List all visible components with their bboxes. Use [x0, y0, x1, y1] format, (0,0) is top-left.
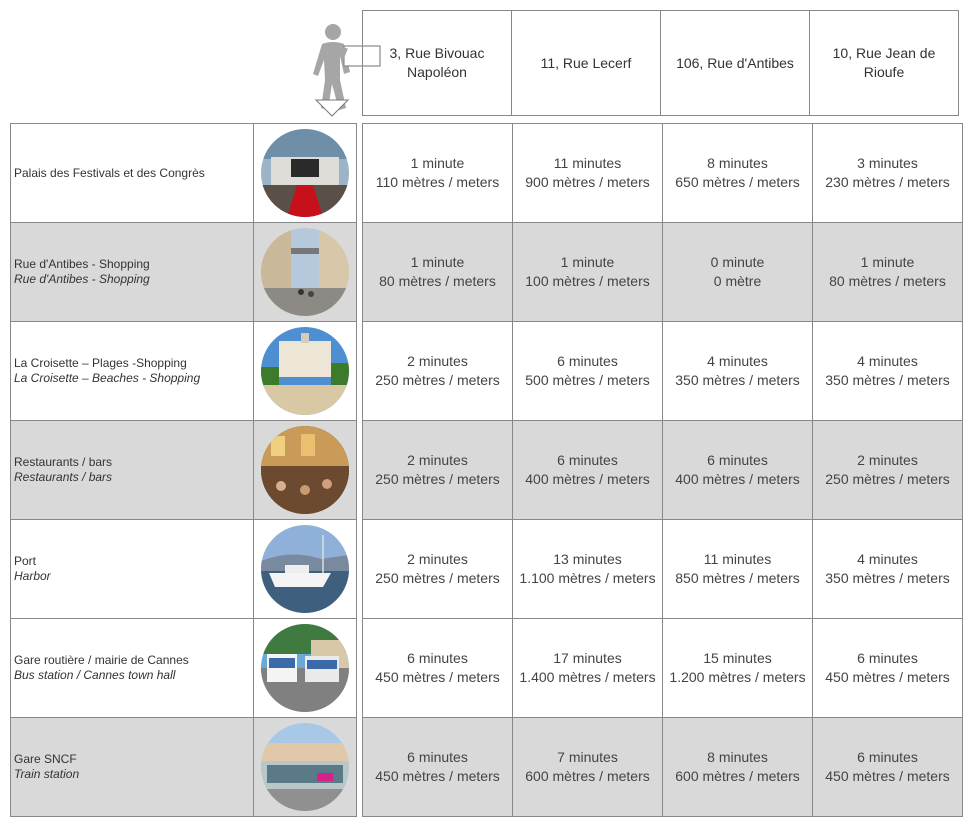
distance-row — [363, 124, 963, 223]
distance-cell — [363, 124, 513, 223]
distance-row — [363, 421, 963, 520]
walk-distance: 450 mètres / meters — [825, 768, 950, 784]
distance-cell — [363, 223, 513, 322]
address-header-table — [362, 10, 959, 116]
walk-distance: 250 mètres / meters — [375, 471, 500, 487]
distance-cell — [513, 124, 663, 223]
walk-distance: 650 mètres / meters — [675, 174, 800, 190]
place-name-en: Rue d'Antibes - Shopping — [14, 272, 150, 286]
address-header: 10, Rue Jean de Rioufe — [810, 11, 959, 116]
place-name-cell — [11, 421, 254, 520]
walk-distance: 80 mètres / meters — [829, 273, 946, 289]
walk-time: 6 minutes — [707, 452, 768, 468]
distance-cell — [513, 322, 663, 421]
distances-table — [362, 123, 963, 817]
place-name-fr: Gare routière / mairie de Cannes — [14, 653, 189, 667]
distance-cell — [513, 421, 663, 520]
walk-time: 7 minutes — [557, 749, 618, 765]
place-row — [11, 520, 357, 619]
walk-time: 0 minute — [710, 254, 765, 270]
walk-time: 11 minutes — [703, 551, 772, 567]
walk-time: 6 minutes — [857, 650, 918, 666]
train-station-photo-icon — [261, 723, 349, 811]
walk-time: 15 minutes — [703, 650, 772, 666]
walk-time: 2 minutes — [857, 452, 918, 468]
place-photo-cell — [254, 520, 357, 619]
place-photo-cell — [254, 718, 357, 817]
walk-distance: 450 mètres / meters — [375, 669, 500, 685]
place-row — [11, 619, 357, 718]
distance-cell — [363, 718, 513, 817]
walk-distance: 600 mètres / meters — [675, 768, 800, 784]
distance-cell — [813, 322, 963, 421]
place-name-cell — [11, 520, 254, 619]
walk-time: 4 minutes — [857, 551, 918, 567]
palais-photo-icon — [261, 129, 349, 217]
distance-row — [363, 520, 963, 619]
place-photo-cell — [254, 124, 357, 223]
distance-cell — [513, 223, 663, 322]
distance-row — [363, 718, 963, 817]
walk-distance: 0 mètre — [713, 273, 762, 289]
walk-distance: 100 mètres / meters — [525, 273, 650, 289]
distance-row — [363, 322, 963, 421]
place-photo-cell — [254, 619, 357, 718]
place-name-fr: Port — [14, 554, 37, 568]
walk-time: 2 minutes — [407, 551, 468, 567]
distance-cell — [363, 619, 513, 718]
places-table — [10, 123, 357, 817]
distance-cell — [663, 421, 813, 520]
distance-cell — [813, 421, 963, 520]
walk-distance: 400 mètres / meters — [525, 471, 650, 487]
place-name-fr: La Croisette – Plages -Shopping — [14, 356, 187, 370]
place-name-cell — [11, 223, 254, 322]
distance-cell — [513, 718, 663, 817]
walk-time: 4 minutes — [857, 353, 918, 369]
walk-distance: 500 mètres / meters — [525, 372, 650, 388]
walk-distance: 250 mètres / meters — [825, 471, 950, 487]
shopping-street-photo-icon — [261, 228, 349, 316]
walk-time: 1 minute — [860, 254, 915, 270]
walk-distance: 250 mètres / meters — [375, 570, 500, 586]
walk-distance: 80 mètres / meters — [379, 273, 496, 289]
walk-time: 17 minutes — [553, 650, 622, 666]
walk-time: 6 minutes — [857, 749, 918, 765]
distance-cell — [663, 619, 813, 718]
walk-distance: 600 mètres / meters — [525, 768, 650, 784]
walk-time: 8 minutes — [707, 749, 768, 765]
walk-distance: 250 mètres / meters — [375, 372, 500, 388]
place-name-fr: Palais des Festivals et des Congrès — [14, 165, 205, 180]
walk-distance: 400 mètres / meters — [675, 471, 800, 487]
distance-cell — [663, 223, 813, 322]
place-name-en: Harbor — [14, 569, 51, 583]
place-name-cell — [11, 718, 254, 817]
place-name-en: La Croisette – Beaches - Shopping — [14, 371, 201, 385]
walk-distance: 350 mètres / meters — [825, 372, 950, 388]
walk-time: 1 minute — [410, 254, 465, 270]
distance-cell — [363, 421, 513, 520]
walk-distance: 1.200 mètres / meters — [669, 669, 806, 685]
walk-time: 8 minutes — [707, 155, 768, 171]
place-row — [11, 421, 357, 520]
walk-distance: 450 mètres / meters — [375, 768, 500, 784]
place-row — [11, 124, 357, 223]
address-header: 106, Rue d'Antibes — [661, 11, 810, 116]
place-name-en: Bus station / Cannes town hall — [14, 668, 176, 682]
walk-time: 1 minute — [560, 254, 615, 270]
walk-time: 2 minutes — [407, 353, 468, 369]
walk-time: 11 minutes — [553, 155, 622, 171]
place-row — [11, 223, 357, 322]
place-name-en: Train station — [14, 767, 80, 781]
place-name-fr: Rue d'Antibes - Shopping — [14, 257, 150, 271]
distance-cell — [363, 322, 513, 421]
distance-cell — [813, 124, 963, 223]
address-header: 11, Rue Lecerf — [512, 11, 661, 116]
walk-time: 13 minutes — [553, 551, 622, 567]
walk-time: 2 minutes — [407, 452, 468, 468]
walk-time: 3 minutes — [857, 155, 918, 171]
walk-distance: 230 mètres / meters — [825, 174, 950, 190]
distance-cell — [663, 124, 813, 223]
walk-distance: 1.100 mètres / meters — [519, 570, 656, 586]
distance-cell — [363, 520, 513, 619]
walk-time: 6 minutes — [407, 749, 468, 765]
distance-cell — [813, 718, 963, 817]
place-photo-cell — [254, 223, 357, 322]
distance-row — [363, 619, 963, 718]
distance-cell — [813, 223, 963, 322]
walk-distance: 350 mètres / meters — [825, 570, 950, 586]
address-header: 3, Rue Bivouac Napoléon — [363, 11, 512, 116]
distance-cell — [663, 322, 813, 421]
walk-time: 6 minutes — [557, 353, 618, 369]
walk-distance: 900 mètres / meters — [525, 174, 650, 190]
place-name-en: Restaurants / bars — [14, 470, 113, 484]
restaurants-photo-icon — [261, 426, 349, 514]
place-name-fr: Restaurants / bars — [14, 455, 113, 469]
distance-cell — [513, 619, 663, 718]
walk-distance: 450 mètres / meters — [825, 669, 950, 685]
place-photo-cell — [254, 421, 357, 520]
distance-cell — [813, 520, 963, 619]
distance-cell — [663, 718, 813, 817]
walk-distance: 850 mètres / meters — [675, 570, 800, 586]
walk-time: 6 minutes — [557, 452, 618, 468]
place-name-fr: Gare SNCF — [14, 752, 77, 766]
distance-cell — [813, 619, 963, 718]
bus-station-photo-icon — [261, 624, 349, 712]
walk-time: 1 minute — [410, 155, 465, 171]
walk-distance: 1.400 mètres / meters — [519, 669, 656, 685]
place-photo-cell — [254, 322, 357, 421]
place-name-cell — [11, 619, 254, 718]
place-name-cell — [11, 124, 254, 223]
place-row — [11, 718, 357, 817]
walk-distance: 350 mètres / meters — [675, 372, 800, 388]
distance-row — [363, 223, 963, 322]
walk-distance: 110 mètres / meters — [375, 174, 500, 190]
walk-time: 6 minutes — [407, 650, 468, 666]
walk-time: 4 minutes — [707, 353, 768, 369]
place-name-cell — [11, 322, 254, 421]
harbor-photo-icon — [261, 525, 349, 613]
place-row — [11, 322, 357, 421]
distance-cell — [663, 520, 813, 619]
distance-cell — [513, 520, 663, 619]
croisette-photo-icon — [261, 327, 349, 415]
